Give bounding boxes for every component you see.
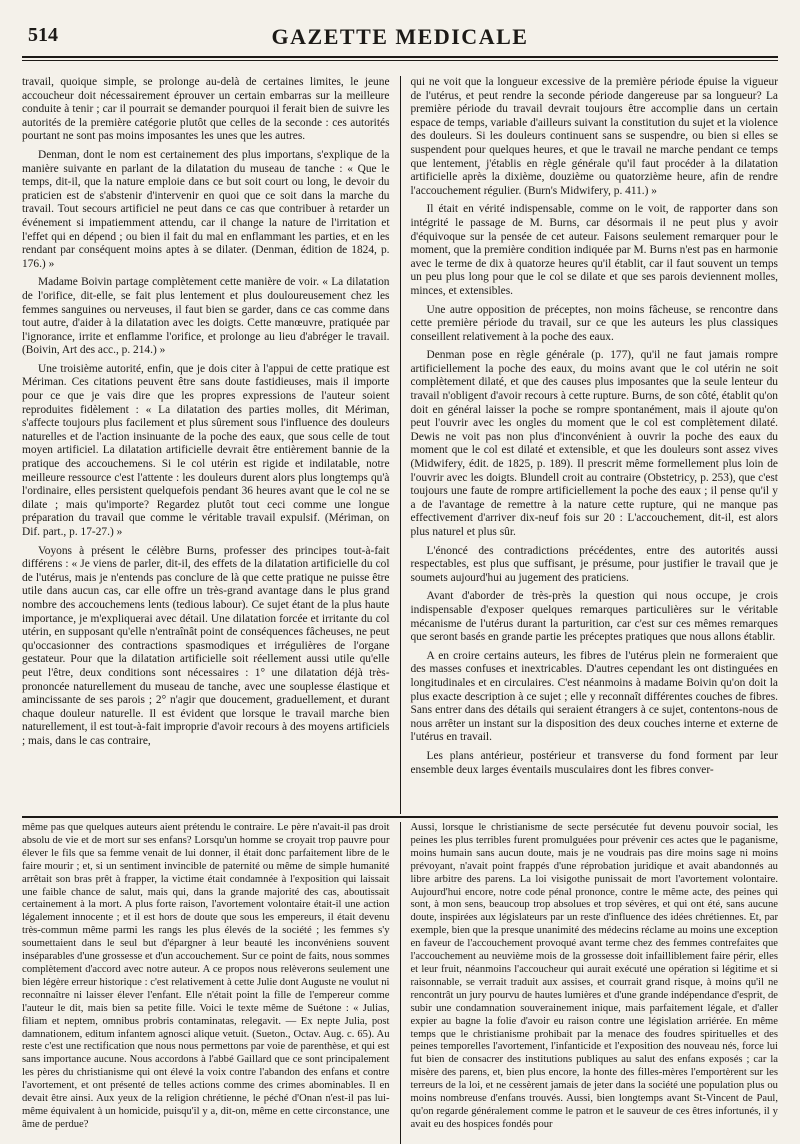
upper-right-column bbox=[410, 76, 778, 814]
paragraph: Denman, dont le nom est certainement des plus importans, s'explique de la manière suivante en parlant de la dilatation du museau de tanche : « Que le temps, dit-il, que la nature emploie dans ce but soit court ou long, le devoir du praticien est de s'abstenir d'intervenir en quoi que ce soit dans la marche du travail. Tout secours artificiel ne peut dans ce cas que contribuer à retarder un événement si impatiemment attendu, car il change la nature de l'irritation et l'effet qui en dépend ; ou bien il fait du mal en enflammant les parties, et en les rendant par conséquent moins aptes à se dilater. (Denman, édition de 1824, p. 176.) » bbox=[22, 148, 390, 270]
header-rule-thin bbox=[22, 60, 778, 61]
paragraph: Les plans antérieur, postérieur et transverse du fond forment par leur ensemble deux larges éventails musculaires dont les fibres conver- bbox=[410, 749, 778, 776]
column-divider bbox=[400, 76, 401, 814]
paragraph: Madame Boivin partage complètement cette manière de voir. « La dilatation de l'orifice, dit-elle, se fait plus lentement et plus douloureusement chez les femmes sanguines ou nerveuses, il faut bien se garder, dans ce cas comme dans tout autre, d'aider à la dilatation avec les doigts. Cette manœuvre, pratiquée par l'ignorance, irrite et enflamme l'orifice, et prolonge au lieu d'abréger le travail. (Boivin, Art des acc., p. 214.) » bbox=[22, 276, 390, 357]
paragraph: Aussi, lorsque le christianisme de secte persécutée fut devenu pouvoir social, les peines les plus terribles furent promulguées pour prévenir ces actes que le paganisme, moins humain sans aucun doute, mais je ne voudrais pas dire moins sage ni moins prévoyant, n'avait point frappés d'une réprobation juridique et avait abandonnés au libre arbitre des parens. La loi visigothe punissait de mort l'avortement volontaire. Aujourd'hui encore, notre code pénal prononce, contre le même acte, des peines qui sont, à mon sens, beaucoup trop absolues et trop sévères, et qui ont été, sans aucune doute, inspirées aux législateurs par un reste d'influence des idées chrétiennes. Et, par exemple, bien que la presque unanimité des médecins réclame au moins une exception en faveur de l'accouchement provoqué avant terme chez des femmes contrefaites que l'accouchement au neuvième mois de la grossesse doit infailliblement faire périr, elles et leur fruit, néanmoins l'accoucheur qui aurait exécuté une opération si légitime et si raisonnable, se verrait traduit aux assises, et courrait grand risque, à moins qu'il ne rencontrât un jury pourvu de hautes lumières et d'une grande indépendance d'esprit, de subir une condamnation souverainement inique, mais parfaitement légale, et d'aller expier au bagne la folie d'avoir eu raison contre une législation arriérée. En même temps que le christianisme prohibait par la menace des foudres spirituelles et des peines temporelles l'avortement, l'infanticide et l'exposition des nouveau nés, force lui fut bien de consacrer des institutions publiques au salut des enfans exposés ; car la misère des parens, et, bien plus encore, la honte des filles-mères l'emportèrent sur les terreurs de la loi, et ne cessèrent jamais de jeter dans la société une population plus ou moins nombreuse d'enfans trouvés. Aussi, bien longtemps avant St-Vincent de Paul, qu'on regarde généralement comme le patron et le sauveur de ces êtres infortunés, il y avait eu des hospices fondés pour bbox=[410, 822, 778, 1130]
lower-left-column bbox=[22, 822, 390, 1144]
paragraph: qui ne voit que la longueur excessive de la première période épuise la vigueur de l'utérus, et peut rendre la seconde période dangereuse par sa longueur? La première période du travail devrait toujours être accomplie dans un certain espace de temps, variable d'ailleurs suivant la constitution du sujet et la violence des douleurs. Si les douleurs continuent sans se suspendre, ou bien si elles se suspendent pour quelques heures, et que le travail ne marche pendant ce temps que lentement, j'établis en règle générale qu'il faut procéder à la dilatation artificielle après la dixième, douzième ou quatorzième heure, afin de rendre l'accouchement régulier. (Burn's Midwifery, p. 411.) » bbox=[410, 76, 778, 197]
feuilleton-divider bbox=[22, 816, 778, 818]
paragraph: L'énoncé des contradictions précédentes, entre des autorités aussi respectables, est plus que suffisant, je présume, pour justifier le travail que je soumets aujourd'hui au jugement des praticiens. bbox=[410, 544, 778, 584]
paragraph: travail, quoique simple, se prolonge au-delà de certaines limites, le jeune accoucheur doit nécessairement éprouver un certain embarras sur la meilleure conduite à tenir ; car il pourrait se demander pourquoi il ferait bien de suivre les autorités de la première catégorie plutôt que celles de la seconde : ces autorités pourtant ne sont pas moins imposantes les unes que les autres. bbox=[22, 76, 390, 143]
page-number: 514 bbox=[28, 24, 58, 46]
paragraph: Denman pose en règle générale (p. 177), qu'il ne faut jamais rompre artificiellement la poche des eaux, du moins avant que le col utérin ne soit complètement dilaté, et que des causes plus imposantes que la seule lenteur du travail n'obligent d'avoir recours à cette rupture. Burns, de son côté, établit qu'on doit en général laisser la poche se rompre spontanément, mais il ajoute qu'on peut l'ouvrir avec les ongles du moment que le col est complètement dilaté. Dewis ne voit pas non plus d'inconvénient à ouvrir la poche des eaux du moment que le col est dilaté et extensible, et que les douleurs sont assez vives (Midwifery, édit. de 1825, p. 189). Il prescrit même formellement plus loin de l'ouvrir avec les doigts. Blundell croit au contraire (Obstetricy, p. 253), que c'est toujours une faute de rompre artificiellement la poche des eaux ; il pense qu'il y a de l'avantage de remettre à la nature cette rupture, qui ne manque pas effectivement d'arriver dix-neuf fois sur 20 : L'accouchement, dit-il, est alors plus naturel et plus sûr. bbox=[410, 349, 778, 538]
paragraph: Une autre opposition de préceptes, non moins fâcheuse, se rencontre dans cette première période du travail, sur ce que les auteurs les plus classiques conseillent relativement à la poche des eaux. bbox=[410, 303, 778, 343]
column-divider bbox=[400, 822, 401, 1144]
feuilleton-section bbox=[22, 822, 778, 1144]
paragraph: Il était en vérité indispensable, comme on le voit, de rapporter dans son intégrité le passage de M. Burns, car désormais il ne peut plus y avoir d'équivoque sur la pensée de cet auteur. Faisons seulement remarquer pour le moment, que la première condition indiquée par M. Burns n'est pas en harmonie avec le terme de dix à quatorze heures qu'il établit, car il faut souvent un temps un peu plus long pour que le col se dilate et que ses parois deviennent molles, minces, et extensibles. bbox=[410, 203, 778, 297]
upper-left-column bbox=[22, 76, 390, 814]
paragraph: Avant d'aborder de très-près la question qui nous occupe, je crois indispensable d'exposer quelques remarques particulières sur le véritable mécanisme de l'utérus durant la parturition, car c'est sur ces mêmes remarques que seront basés en grande partie les préceptes pratiques que nous allons établir. bbox=[410, 590, 778, 644]
paragraph: A en croire certains auteurs, les fibres de l'utérus plein ne formeraient que des masses confuses et inextricables. D'autres cependant les ont distinguées en longitudinales et en circulaires. C'est néanmoins à madame Boivin qu'on doit la plus exacte description à ce sujet ; elle y reconnaît différentes couches de fibres. Sans entrer dans des détails qui seraient étrangers à ce sujet, contentons-nous de nous arrêter un instant sur la disposition des deux couches interne et externe de l'utérus en travail. bbox=[410, 649, 778, 744]
lower-right-column bbox=[410, 822, 778, 1144]
page-header bbox=[22, 16, 778, 56]
paragraph: même pas que quelques auteurs aient prétendu le contraire. Le père n'avait-il pas droit absolu de vie et de mort sur ses enfans? Lorsqu'un homme se croyait trop pauvre pour élever le fils que sa femme venait de lui donner, il était donc parfaitement libre de le faire mourir ; et, si un sentiment invincible de paternité ou même de simple humanité arrêtait son bras prêt à frapper, la victime était condamnée à l'exposition qui laissait une faible chance de salut, mais qui, dans la grande majorité des cas, aboutissait certainement à la mort. A plus forte raison, l'avortement volontaire était-il une action légalement innocente ; et il est hors de doute que sous les empereurs, il était devenu très-commun même parmi les rangs les plus élevés de la société ; les femmes s'y soumettaient dans le seul but d'épargner à leur beauté les inconvéniens souvent inséparables d'une grossesse et d'un accouchement. Sur ce point de faits, nous sommes complètement d'accord avec notre auteur. A ce propos nous relèverons seulement une bien légère erreur historique : c'est relativement à cette Julie dont Auguste ne voulut ni reconnaître ni laisser élever l'enfant. Elle n'était point la fille de l'empereur comme l'auteur le dit, mais bien sa petite fille. Voici le texte même de Suétone : « Julias, filiam et neptem, omnibus probris contaminatas, relegavit. — Ex nepte Julia, post damnationem, editum infantem agnosci alique vetuit. (Sueton., Octav. Aug. c. 65). Au reste c'est une rectification que nous nous permettons par voie de parenthèse, et qui est sans importance aucune. Nous accordons à l'abbé Gaillard que ce sont principalement les pères du christianisme qui ont élevé la voix contre l'abandon des enfans et contre l'avortement, et ont présenté de telles actions comme des crimes abominables. Il en devait être ainsi. Aux yeux de la religion chrétienne, le péché d'Onan n'est-il pas lui-même équivalent à un homicide, puisqu'il y a, dit-on, même en cette circonstance, une âme de perdue? bbox=[22, 822, 390, 1130]
journal-title: GAZETTE MEDICALE bbox=[271, 24, 529, 49]
paragraph: Voyons à présent le célèbre Burns, professer des principes tout-à-fait différens : « Je viens de parler, dit-il, des effets de la dilatation artificielle du col de l'utérus, mais je n'entends pas conclure de là que cette pratique ne puisse être utile dans aucun cas, car elle offre un très-grand avantage dans le plus grand nombre des accouchemens lents (tedious labour). Ce sujet étant de la plus haute importance, je m'expliquerai avec détail. Une dilatation forcée et irritante du col utérin, en supposant qu'elle n'entraînât point de conséquences fâcheuses, ne peut qu'occasionner des contractions spasmodiques et irrégulières de l'organe gestateur. Pour que la dilatation artificielle soit réellement aussi utile qu'elle peut l'être, deux conditions sont nécessaires : 1° une dilatation déjà très-prononcée naturellement du museau de tanche, avec une souplesse élastique et amincissante de ses parois ; 2° n'agir que doucement, graduellement, et durant chaque douleur naturelle. Il est évident que lorsque le travail marche bien naturellement, il est tout-à-fait improprie d'avoir recours à des moyens artificiels ; mais, dans le cas contraire, bbox=[22, 544, 390, 747]
header-rule bbox=[22, 56, 778, 58]
main-article bbox=[22, 76, 778, 814]
paragraph: Une troisième autorité, enfin, que je dois citer à l'appui de cette pratique est Mériman. Ces citations peuvent être sans doute fastidieuses, mais il importe pour ce que je vais dire que les propres expressions de l'auteur soient reproduites fidèlement : « La dilatation des parties molles, dit Mériman, s'affecte toujours plus facilement et plus sûrement sous l'influence des douleurs naturelles et de l'action insinuante de la poche des eaux, que sous celle de tout moyen artificiel. La dilatation artificielle devrait être entièrement bannie de la pratique des accouchemens. Si le col utérin est rigide et indilatable, notre meilleure ressource c'est l'attente : les douleurs durent alors plus longtemps qu'à l'ordinaire, elles persistent quelquefois pendant 36 heures avant que le col ne se dilate ; mais qu'importe? Regardez plutôt tout ceci comme une longue préparation du travail que comme le véritable travail expulsif. (Mériman, on Dif. part., p. 17-27.) » bbox=[22, 362, 390, 538]
